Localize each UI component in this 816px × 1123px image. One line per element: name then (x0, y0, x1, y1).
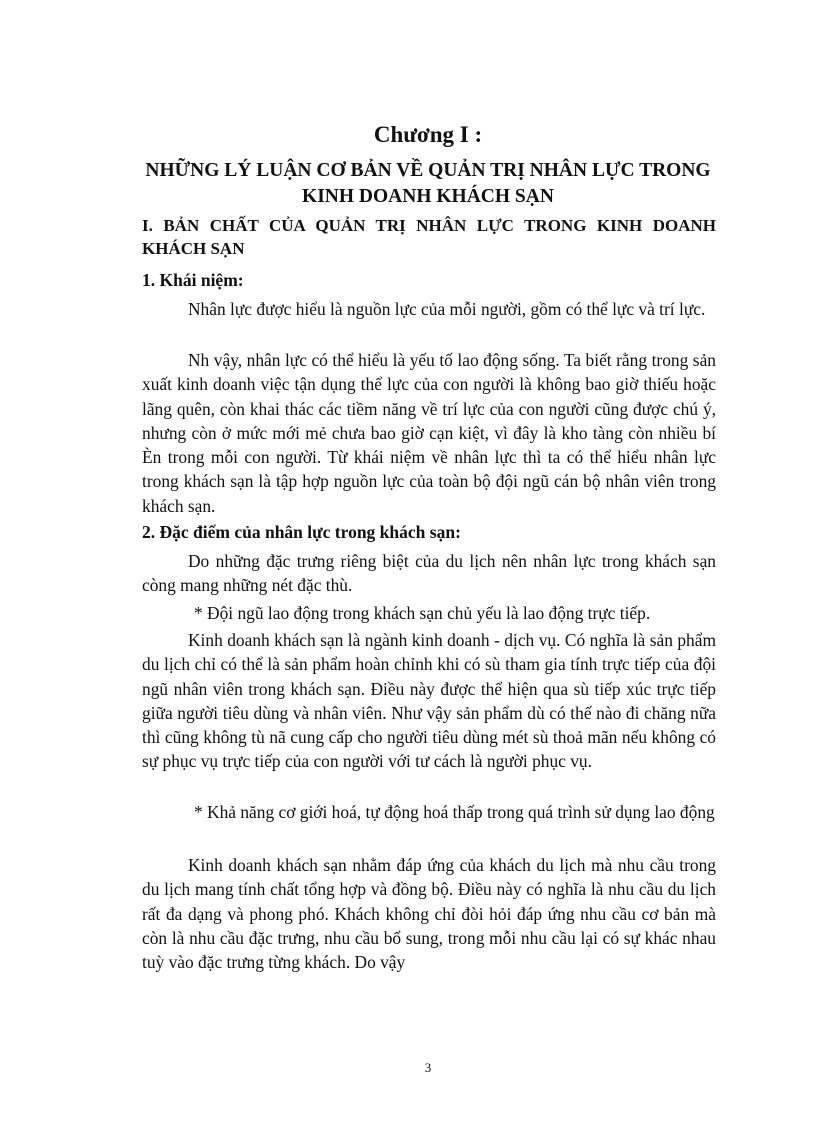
subsection-heading-concept: 1. Khái niệm: (142, 270, 244, 290)
paragraph: Nh vậy, nhân lực có thể hiểu là yếu tố lao động sống. Ta biết rằng trong sản xuất kinh doanh việc tận dụng thể lực của con người là không bao giờ thiếu hoặc lãng quên, còn khai thác các tiềm năng về trí lực của con người cũng được chú ý, nhưng còn ở mức mới mẻ chưa bao giờ cạn kiệt, vì đây là kho tàng còn nhiều bí Èn trong mỗi con người. Từ khái niệm về nhân lực thì ta có thể hiểu nhân lực trong khách sạn là tập hợp nguồn lực của toàn bộ đội ngũ cán bộ nhân viên trong khách sạn. (142, 350, 716, 516)
section-heading: I. BẢN CHẤT CỦA QUẢN TRỊ NHÂN LỰC TRONG KINH DOANH KHÁCH SẠN (142, 216, 716, 258)
chapter-title: Chương I : (373, 122, 483, 147)
paragraph: Kinh doanh khách sạn nhằm đáp ứng của khách du lịch mà nhu cầu trong du lịch mang tính chất tổng hợp và đồng bộ. Điều này có nghĩa là nhu cầu du lịch rất đa dạng và phong phó. Khách không chỉ đòi hỏi đáp ứng nhu cầu cơ bản mà còn là nhu cầu đặc trưng, nhu cầu bổ sung, trong mỗi nhu cầu lại có sự khác nhau tuỳ vào đặc trưng từng khách. Do vậy (142, 855, 716, 973)
page-number: 3 (424, 1060, 432, 1075)
subsection-heading-characteristics: 2. Đặc điểm của nhân lực trong khách sạn: (142, 522, 461, 542)
bullet-paragraph: * Đội ngũ lao động trong khách sạn chủ yếu là lao động trực tiếp. (194, 603, 651, 623)
paragraph: Kinh doanh khách sạn là ngành kinh doanh - dịch vụ. Có nghĩa là sản phẩm du lịch chỉ có thể là sản phẩm hoàn chỉnh khi có sù tham gia tính trực tiếp của đội ngũ nhân viên trong khách sạn. Điều này được thể hiện qua sù tiếp xúc trực tiếp giữa người tiêu dùng và nhân viên. Như vậy sản phẩm dù có thế nào đi chăng nữa thì cũng không tù nã cung cấp cho người tiêu dùng mét sù thoả mãn nếu không có sự phục vụ trực tiếp của con người với tư cách là người phục vụ. (142, 630, 716, 772)
paragraph: Nhân lực được hiểu là nguồn lực của mỗi người, gồm có thể lực và trí lực. (188, 299, 706, 319)
paragraph: Do những đặc trưng riêng biệt của du lịch nên nhân lực trong khách sạn còng mang những nét đặc thù. (142, 551, 716, 596)
bullet-paragraph: * Khả năng cơ giới hoá, tự động hoá thấp trong quá trình sử dụng lao động (194, 802, 715, 822)
chapter-subtitle: NHỮNG LÝ LUẬN CƠ BẢN VỀ QUẢN TRỊ NHÂN LỰC TRONG KINH DOANH KHÁCH SẠN (145, 160, 711, 207)
